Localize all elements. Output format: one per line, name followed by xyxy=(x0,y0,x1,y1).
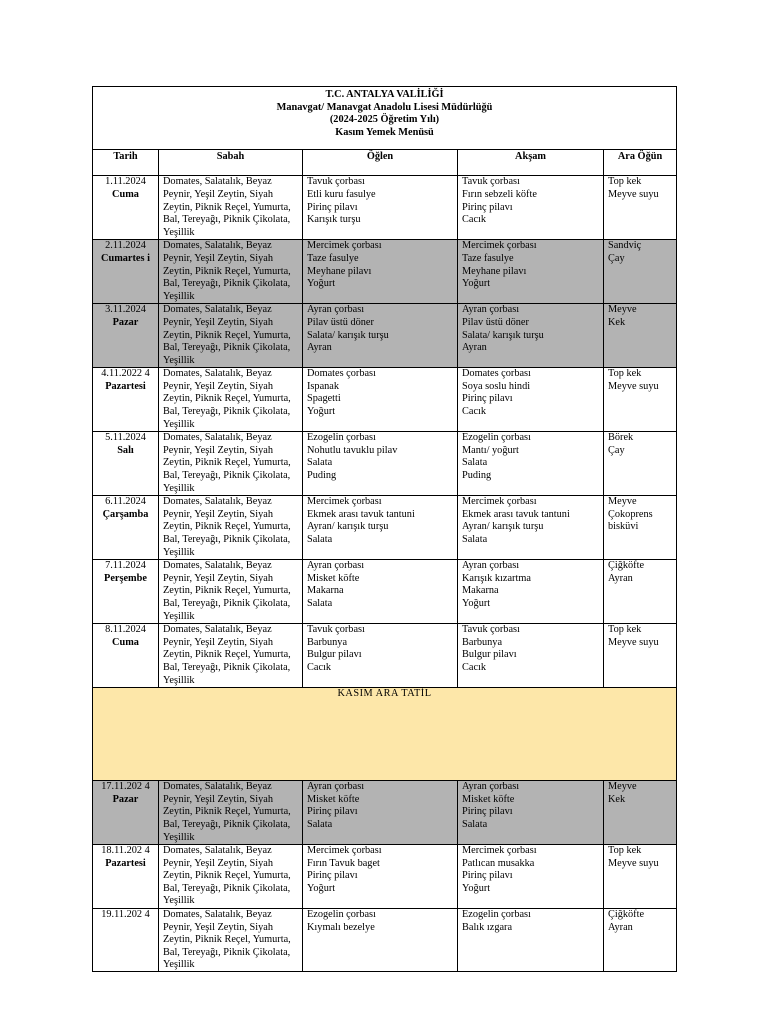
menu-item: Top kek xyxy=(608,368,642,380)
menu-item: Pirinç pilavı xyxy=(307,806,358,818)
snack-cell xyxy=(604,781,677,845)
column-header-aksam: Akşam xyxy=(458,150,604,176)
menu-item: Ezogelin çorbası xyxy=(462,909,531,921)
breakfast-text: Domates, Salatalık, Beyaz Peynir, Yeşil Zeytin, Siyah Zeytin, Piknik Reçel, Yumurta, Bal, Tereyağı, Piknik Çikolata, Yeşillik xyxy=(163,176,291,238)
date-cell xyxy=(93,368,159,432)
menu-item: Meyve xyxy=(608,496,637,508)
menu-item: Cacık xyxy=(462,214,487,226)
menu-item: Meyve suyu xyxy=(608,636,659,648)
dinner-cell xyxy=(458,304,604,368)
menu-item: Cacık xyxy=(307,661,332,673)
breakfast-cell xyxy=(159,496,303,560)
lunch-cell xyxy=(303,240,458,304)
breakfast-text: Domates, Salatalık, Beyaz Peynir, Yeşil Zeytin, Siyah Zeytin, Piknik Reçel, Yumurta, Bal, Tereyağı, Piknik Çikolata, Yeşillik xyxy=(163,624,291,686)
snack-cell xyxy=(604,560,677,624)
menu-item: Çiğköfte xyxy=(608,560,645,572)
menu-item: Çokoprens xyxy=(608,508,653,520)
menu-item: Mercimek çorbası xyxy=(307,240,382,252)
column-header-row xyxy=(93,150,677,176)
weekday-text: Cumartes i xyxy=(101,252,150,264)
menu-item: Ayran/ karışık turşu xyxy=(307,521,389,533)
column-header-ara-ogun: Ara Öğün xyxy=(604,150,677,176)
weekday-text: Pazartesi xyxy=(105,857,146,869)
snack-cell xyxy=(604,176,677,240)
menu-item: Pilav üstü döner xyxy=(307,316,374,328)
weekday-text: Pazartesi xyxy=(105,380,146,392)
date-cell xyxy=(93,240,159,304)
menu-item: Tavuk çorbası xyxy=(307,624,365,636)
menu-item: Puding xyxy=(462,470,492,482)
menu-item: Misket köfte xyxy=(307,572,360,584)
breakfast-text: Domates, Salatalık, Beyaz Peynir, Yeşil Zeytin, Siyah Zeytin, Piknik Reçel, Yumurta, Bal, Tereyağı, Piknik Çikolata, Yeşillik xyxy=(163,560,291,622)
menu-item: Pilav üstü döner xyxy=(462,316,529,328)
date-cell xyxy=(93,560,159,624)
menu-day-row xyxy=(93,624,677,688)
breakfast-text: Domates, Salatalık, Beyaz Peynir, Yeşil Zeytin, Siyah Zeytin, Piknik Reçel, Yumurta, Bal, Tereyağı, Piknik Çikolata, Yeşillik xyxy=(163,845,291,907)
menu-item: Kıymalı bezelye xyxy=(307,921,375,933)
snack-cell xyxy=(604,909,677,972)
date-text: 2.11.2024 xyxy=(105,240,146,252)
lunch-cell xyxy=(303,496,458,560)
menu-item: Ayran xyxy=(608,921,633,933)
menu-item: Kek xyxy=(608,316,626,328)
menu-item: Ayran çorbası xyxy=(462,304,520,316)
menu-item: Pirinç pilavı xyxy=(462,870,513,882)
header-line-1: T.C. ANTALYA VALİLİĞİ xyxy=(325,89,444,100)
snack-cell xyxy=(604,496,677,560)
menu-item: Salata/ karışık turşu xyxy=(307,329,389,341)
menu-item: Bulgur pilavı xyxy=(462,649,517,661)
menu-item: Ayran çorbası xyxy=(307,560,365,572)
dinner-cell xyxy=(458,496,604,560)
menu-item: Makarna xyxy=(307,585,344,597)
snack-cell xyxy=(604,240,677,304)
menu-item: Ekmek arası tavuk tantuni xyxy=(462,508,570,520)
date-text: 3.11.2024 xyxy=(105,304,146,316)
menu-item: bisküvi xyxy=(608,521,639,533)
dinner-cell xyxy=(458,909,604,972)
menu-item: Salata xyxy=(462,534,488,545)
menu-item: Top kek xyxy=(608,624,642,636)
menu-item: Misket köfte xyxy=(462,793,515,805)
menu-item: Ezogelin çorbası xyxy=(307,909,376,921)
menu-day-row xyxy=(93,432,677,496)
menu-item: Börek xyxy=(608,432,634,444)
breakfast-cell xyxy=(159,781,303,845)
menu-item: Çiğköfte xyxy=(608,909,645,921)
breakfast-cell xyxy=(159,368,303,432)
breakfast-cell xyxy=(159,909,303,972)
menu-item: Cacık xyxy=(462,661,487,673)
menu-item: Fırın Tavuk baget xyxy=(307,857,380,869)
dinner-cell xyxy=(458,240,604,304)
breakfast-text: Domates, Salatalık, Beyaz Peynir, Yeşil Zeytin, Siyah Zeytin, Piknik Reçel, Yumurta, Bal, Tereyağı, Piknik Çikolata, Yeşillik xyxy=(163,781,291,843)
snack-cell xyxy=(604,432,677,496)
header-line-3: (2024-2025 Öğretim Yılı) xyxy=(329,114,440,126)
menu-item: Fırın sebzeli köfte xyxy=(462,188,537,200)
menu-item: Salata xyxy=(462,457,488,469)
menu-day-row xyxy=(93,176,677,240)
menu-item: Ezogelin çorbası xyxy=(307,432,376,444)
menu-item: Kek xyxy=(608,793,626,805)
menu-table xyxy=(92,86,677,972)
menu-day-row xyxy=(93,909,677,972)
column-header-oglen: Öğlen xyxy=(303,150,458,176)
menu-item: Meyve xyxy=(608,304,637,316)
menu-item: Soya soslu hindi xyxy=(462,380,531,392)
menu-item: Puding xyxy=(307,470,337,482)
breakfast-cell xyxy=(159,304,303,368)
dinner-cell xyxy=(458,624,604,688)
menu-item: Ezogelin çorbası xyxy=(462,432,531,444)
menu-item: Barbunya xyxy=(307,636,348,648)
menu-item: Mercimek çorbası xyxy=(462,496,537,508)
weekday-text: Salı xyxy=(117,444,134,456)
menu-item: Pirinç pilavı xyxy=(307,201,358,213)
menu-day-row xyxy=(93,496,677,560)
breakfast-cell xyxy=(159,176,303,240)
menu-item: Yoğurt xyxy=(307,278,336,290)
breakfast-cell xyxy=(159,560,303,624)
menu-item: Karışık turşu xyxy=(307,214,361,226)
menu-item: Tavuk çorbası xyxy=(462,624,520,636)
breakfast-cell xyxy=(159,432,303,496)
menu-item: Ekmek arası tavuk tantuni xyxy=(307,508,415,520)
date-cell xyxy=(93,304,159,368)
breakfast-cell xyxy=(159,240,303,304)
menu-day-row xyxy=(93,781,677,845)
menu-item: Salata/ karışık turşu xyxy=(462,329,544,341)
header-line-4: Kasım Yemek Menüsü xyxy=(335,126,434,138)
menu-item: Domates çorbası xyxy=(462,368,531,380)
date-cell xyxy=(93,176,159,240)
snack-cell xyxy=(604,368,677,432)
menu-item: Taze fasulye xyxy=(307,252,359,264)
menu-item: Meyve suyu xyxy=(608,380,659,392)
snack-cell xyxy=(604,304,677,368)
menu-item: Etli kuru fasulye xyxy=(307,188,376,200)
menu-item: Mercimek çorbası xyxy=(462,845,537,857)
menu-day-row xyxy=(93,240,677,304)
menu-item: Barbunya xyxy=(462,636,503,648)
lunch-cell xyxy=(303,304,458,368)
date-cell xyxy=(93,432,159,496)
date-cell xyxy=(93,624,159,688)
snack-cell xyxy=(604,624,677,688)
date-text: 7.11.2024 xyxy=(105,560,146,572)
menu-item: Domates çorbası xyxy=(307,368,376,380)
date-text: 19.11.202 4 xyxy=(101,909,150,921)
menu-item: Meyve suyu xyxy=(608,188,659,200)
date-text: 8.11.2024 xyxy=(105,624,146,636)
menu-item: Mantı/ yoğurt xyxy=(462,444,519,456)
breakfast-cell xyxy=(159,624,303,688)
date-cell xyxy=(93,909,159,972)
menu-item: Meyve suyu xyxy=(608,857,659,869)
weekday-text: Cuma xyxy=(112,636,139,648)
menu-item: Ayran/ karışık turşu xyxy=(462,521,544,533)
header-line-2: Manavgat/ Manavgat Anadolu Lisesi Müdürlüğü xyxy=(276,101,493,113)
lunch-cell xyxy=(303,176,458,240)
menu-item: Meyve xyxy=(608,781,637,793)
menu-item: Tavuk çorbası xyxy=(307,176,365,188)
menu-item: Nohutlu tavuklu pilav xyxy=(307,444,398,456)
date-text: 17.11.202 4 xyxy=(101,781,150,793)
menu-item: Bulgur pilavı xyxy=(307,649,362,661)
weekday-text: Pazar xyxy=(112,316,139,328)
menu-item: Ayran çorbası xyxy=(462,781,520,793)
lunch-cell xyxy=(303,845,458,909)
menu-item: Meyhane pilavı xyxy=(462,265,527,277)
menu-item: Makarna xyxy=(462,585,499,597)
menu-item: Ayran xyxy=(462,342,487,354)
date-cell xyxy=(93,845,159,909)
lunch-cell xyxy=(303,781,458,845)
menu-item: Ayran xyxy=(608,572,633,584)
menu-item: Yoğurt xyxy=(462,597,491,609)
breakfast-text: Domates, Salatalık, Beyaz Peynir, Yeşil Zeytin, Siyah Zeytin, Piknik Reçel, Yumurta, Bal, Tereyağı, Piknik Çikolata, Yeşillik xyxy=(163,432,291,494)
date-cell xyxy=(93,496,159,560)
menu-item: Yoğurt xyxy=(307,882,336,894)
menu-day-row xyxy=(93,560,677,624)
date-text: 1.11.2024 xyxy=(105,176,146,188)
menu-item: Cacık xyxy=(462,406,487,418)
menu-item: Meyhane pilavı xyxy=(307,265,372,277)
menu-item: Salata xyxy=(462,818,488,830)
document-header xyxy=(93,87,677,150)
lunch-cell xyxy=(303,909,458,972)
menu-item: Yoğurt xyxy=(462,882,491,894)
menu-item: Patlıcan musakka xyxy=(462,857,535,869)
menu-item: Karışık kızartma xyxy=(462,572,531,584)
breakfast-text: Domates, Salatalık, Beyaz Peynir, Yeşil Zeytin, Siyah Zeytin, Piknik Reçel, Yumurta, Bal, Tereyağı, Piknik Çikolata, Yeşillik xyxy=(163,368,291,430)
menu-item: Mercimek çorbası xyxy=(462,240,537,252)
menu-item: Salata xyxy=(307,818,333,830)
breakfast-cell xyxy=(159,845,303,909)
column-header-sabah: Sabah xyxy=(159,150,303,176)
dinner-cell xyxy=(458,560,604,624)
weekday-text: Pazar xyxy=(112,793,139,805)
lunch-cell xyxy=(303,432,458,496)
date-text: 4.11.2022 4 xyxy=(101,368,150,380)
menu-item: Pirinç pilavı xyxy=(462,201,513,213)
menu-item: Ispanak xyxy=(307,380,340,392)
column-header-tarih: Tarih xyxy=(93,150,159,176)
menu-item: Misket köfte xyxy=(307,793,360,805)
menu-item: Ayran çorbası xyxy=(307,781,365,793)
breakfast-text: Domates, Salatalık, Beyaz Peynir, Yeşil Zeytin, Siyah Zeytin, Piknik Reçel, Yumurta, Bal, Tereyağı, Piknik Çikolata, Yeşillik xyxy=(163,304,291,366)
breakfast-text: Domates, Salatalık, Beyaz Peynir, Yeşil Zeytin, Siyah Zeytin, Piknik Reçel, Yumurta, Bal, Tereyağı, Piknik Çikolata, Yeşillik xyxy=(163,240,291,302)
menu-item: Mercimek çorbası xyxy=(307,845,382,857)
weekday-text: Cuma xyxy=(112,188,139,200)
weekday-text: Perşembe xyxy=(104,572,147,584)
menu-item: Çay xyxy=(608,444,625,456)
menu-day-row xyxy=(93,304,677,368)
date-cell xyxy=(93,781,159,845)
date-text: 6.11.2024 xyxy=(105,496,146,508)
menu-item: Top kek xyxy=(608,176,642,188)
menu-item: Salata xyxy=(307,457,333,469)
menu-day-row xyxy=(93,845,677,909)
menu-day-row xyxy=(93,368,677,432)
menu-item: Çay xyxy=(608,252,625,264)
weekday-text: Çarşamba xyxy=(102,508,149,520)
dinner-cell xyxy=(458,432,604,496)
menu-item: Salata xyxy=(307,597,333,609)
menu-item: Pirinç pilavı xyxy=(307,870,358,882)
breakfast-text: Domates, Salatalık, Beyaz Peynir, Yeşil Zeytin, Siyah Zeytin, Piknik Reçel, Yumurta, Bal, Tereyağı, Piknik Çikolata, Yeşillik xyxy=(163,496,291,558)
menu-item: Balık ızgara xyxy=(462,921,513,933)
holiday-banner: KASIM ARA TATİL xyxy=(93,688,677,781)
menu-item: Top kek xyxy=(608,845,642,857)
menu-item: Tavuk çorbası xyxy=(462,176,520,188)
menu-document xyxy=(92,86,676,972)
snack-cell xyxy=(604,845,677,909)
menu-item: Taze fasulye xyxy=(462,252,514,264)
menu-item: Yoğurt xyxy=(307,406,336,418)
lunch-cell xyxy=(303,368,458,432)
menu-item: Yoğurt xyxy=(462,278,491,290)
date-text: 18.11.202 4 xyxy=(101,845,150,857)
menu-item: Ayran xyxy=(307,342,332,354)
menu-item: Ayran çorbası xyxy=(462,560,520,572)
lunch-cell xyxy=(303,560,458,624)
menu-item: Spagetti xyxy=(307,393,341,405)
dinner-cell xyxy=(458,845,604,909)
menu-item: Ayran çorbası xyxy=(307,304,365,316)
menu-item: Sandviç xyxy=(608,240,642,252)
dinner-cell xyxy=(458,176,604,240)
menu-item: Mercimek çorbası xyxy=(307,496,382,508)
dinner-cell xyxy=(458,781,604,845)
lunch-cell xyxy=(303,624,458,688)
breakfast-text: Domates, Salatalık, Beyaz Peynir, Yeşil Zeytin, Siyah Zeytin, Piknik Reçel, Yumurta, Bal, Tereyağı, Piknik Çikolata, Yeşillik xyxy=(163,909,291,971)
date-text: 5.11.2024 xyxy=(105,432,146,444)
holiday-row xyxy=(93,688,677,781)
menu-item: Pirinç pilavı xyxy=(462,393,513,405)
menu-item: Salata xyxy=(307,534,333,545)
dinner-cell xyxy=(458,368,604,432)
menu-item: Pirinç pilavı xyxy=(462,806,513,818)
